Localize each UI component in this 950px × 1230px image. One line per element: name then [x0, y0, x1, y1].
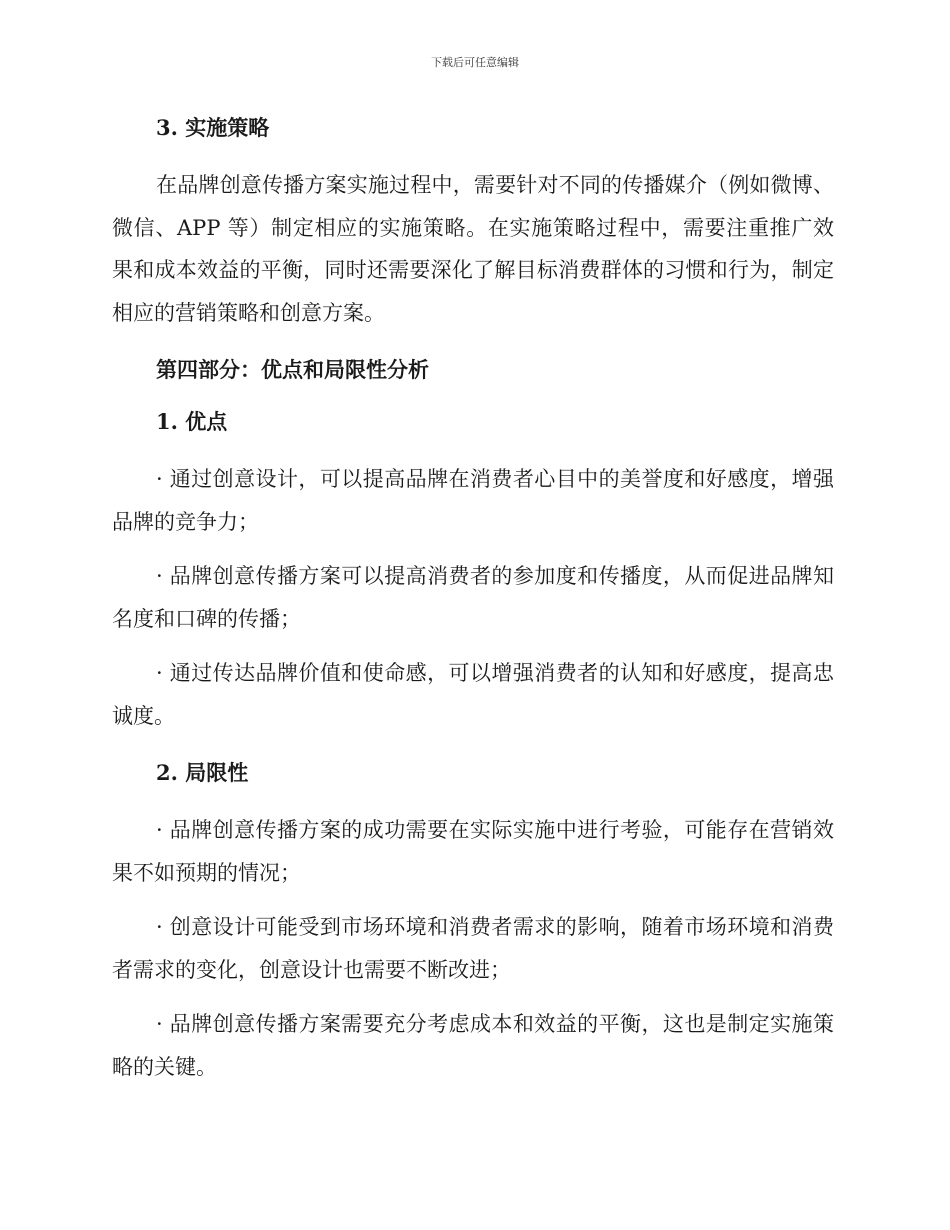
- limitations-heading: 2. 局限性: [156, 760, 249, 785]
- limitation-item: · 创意设计可能受到市场环境和消费者需求的影响，随着市场环境和消费者需求的变化，创意设计也需要不断改进；: [112, 915, 834, 982]
- section-heading-implementation: 3. 实施策略: [156, 115, 270, 140]
- advantages-heading: 1. 优点: [156, 409, 228, 434]
- advantage-item: · 通过创意设计，可以提高品牌在消费者心目中的美誉度和好感度，增强品牌的竞争力；: [112, 467, 834, 534]
- implementation-paragraph: 在品牌创意传播方案实施过程中，需要针对不同的传播媒介（例如微博、微信、APP 等）制定相应的实施策略。在实施策略过程中，需要注重推广效果和成本效益的平衡，同时还需要深化了解目标消费群体的习惯和行为，制定相应的营销策略和创意方案。: [112, 173, 834, 325]
- limitation-item: · 品牌创意传播方案需要充分考虑成本和效益的平衡，这也是制定实施策略的关键。: [112, 1012, 834, 1079]
- part-title: 第四部分：优点和局限性分析: [156, 357, 429, 382]
- advantage-item: · 通过传达品牌价值和使命感，可以增强消费者的认知和好感度，提高忠诚度。: [112, 661, 834, 728]
- document-body: [112, 112, 834, 1088]
- limitation-item: · 品牌创意传播方案的成功需要在实际实施中进行考验，可能存在营销效果不如预期的情况；: [112, 818, 834, 885]
- header-note: 下载后可任意编辑: [431, 56, 519, 69]
- advantage-item: · 品牌创意传播方案可以提高消费者的参加度和传播度，从而促进品牌知名度和口碑的传播；: [112, 564, 834, 631]
